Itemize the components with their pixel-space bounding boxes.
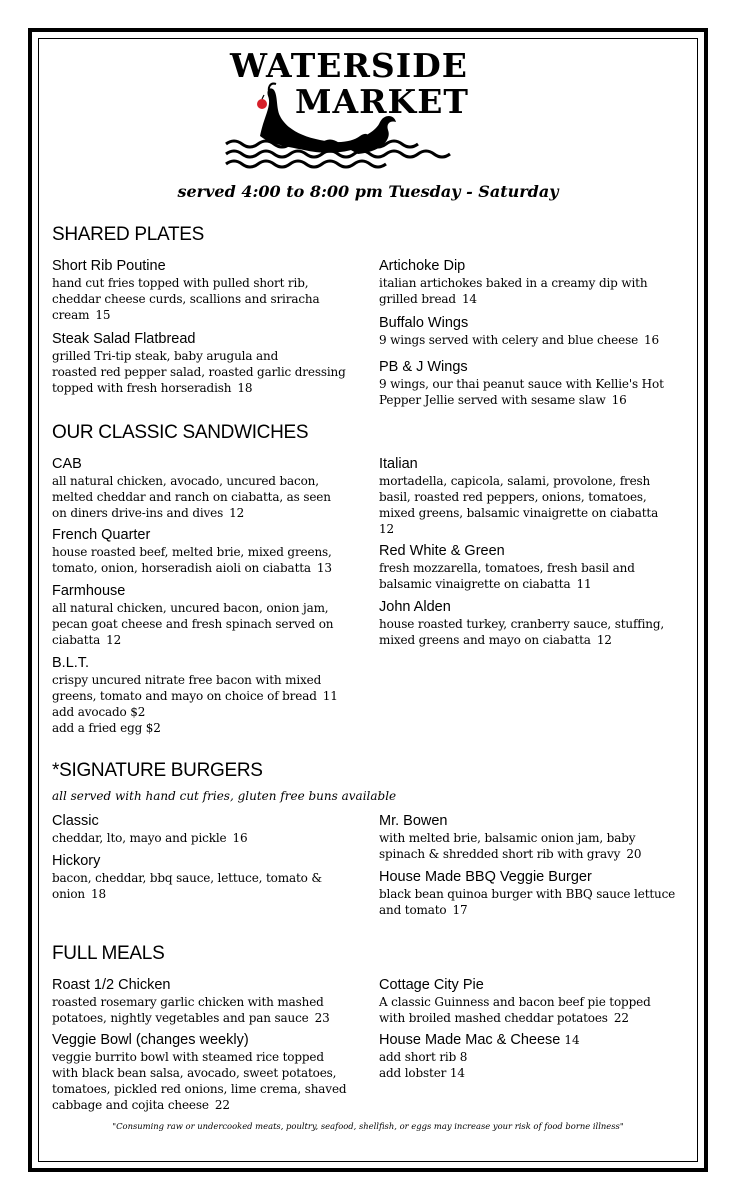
item-description: bacon, cheddar, bbq sauce, lettuce, tomato & onion 18: [52, 871, 322, 901]
apple-icon: [257, 99, 267, 109]
menu-item-cottage-city-pie: [379, 977, 699, 1026]
menu-item-john-alden: [379, 599, 699, 648]
item-description: hand cut fries topped with pulled short rib, cheddar cheese curds, scallions and sriracha cream 15: [52, 276, 320, 322]
item-description: black bean quinoa burger with BBQ sauce lettuce and tomato 17: [379, 887, 676, 917]
item-name: Steak Salad Flatbread: [52, 331, 196, 347]
item-price: 14: [564, 1033, 580, 1047]
menu-item-roast-chicken: [52, 977, 372, 1026]
item-description: italian artichokes baked in a creamy dip with grilled bread 14: [379, 276, 648, 306]
menu-item-hickory: [52, 853, 372, 902]
menu-item-short-rib-poutine: [52, 258, 372, 323]
item-description: A classic Guinness and bacon beef pie topped with broiled mashed cheddar potatoes 22: [379, 995, 651, 1025]
item-price: 16: [232, 831, 248, 845]
item-extra: add short rib 8: [379, 1050, 468, 1064]
item-description: 9 wings, our thai peanut sauce with Kellie's Hot Pepper Jellie served with sesame slaw 16: [379, 377, 664, 407]
section-title-full-meals: FULL MEALS: [52, 943, 165, 964]
item-price: 14: [461, 292, 477, 306]
menu-item-italian: [379, 456, 699, 537]
item-name: House Made BBQ Veggie Burger: [379, 869, 592, 885]
item-description: 9 wings served with celery and blue cheese 16: [379, 333, 660, 347]
item-name: PB & J Wings: [379, 359, 468, 375]
item-name: Artichoke Dip: [379, 258, 466, 274]
item-description: house roasted beef, melted brie, mixed greens, tomato, onion, horseradish aioli on ciabatta 13: [52, 545, 332, 575]
item-extra: add a fried egg $2: [52, 721, 161, 735]
item-name: Italian: [379, 456, 418, 472]
item-name: Veggie Bowl (changes weekly): [52, 1032, 249, 1048]
item-price: 23: [314, 1011, 330, 1025]
item-price: 18: [237, 381, 253, 395]
item-price: 15: [95, 308, 111, 322]
item-price: 16: [611, 393, 627, 407]
menu-item-cab: [52, 456, 372, 521]
item-name: Cottage City Pie: [379, 977, 484, 993]
menu-item-buffalo-wings: [379, 315, 699, 348]
item-description: crispy uncured nitrate free bacon with mixed greens, tomato and mayo on choice of bread 11 add avocado $2 add a fried egg $2: [52, 672, 372, 736]
section-note-burgers: all served with hand cut fries, gluten free buns available: [52, 789, 397, 803]
item-description: mortadella, capicola, salami, provolone, fresh basil, roasted red peppers, onions, tomatoes, mixed greens, balsamic vinaigrette on ciabatta 12: [379, 473, 699, 537]
menu-item-french-quarter: [52, 527, 372, 576]
item-price: 12: [106, 633, 122, 647]
menu-item-mac-and-cheese: [379, 1032, 699, 1081]
item-description: all natural chicken, avocado, uncured bacon, melted cheddar and ranch on ciabatta, as seen on diners drive-ins and dives 12: [52, 474, 331, 520]
section-title-classic-sandwiches: OUR CLASSIC SANDWICHES: [52, 422, 309, 443]
item-name: Short Rib Poutine: [52, 258, 166, 274]
menu-item-red-white-green: [379, 543, 699, 592]
item-price: 13: [316, 561, 332, 575]
item-name: Hickory: [52, 853, 101, 869]
item-description: roasted rosemary garlic chicken with mashed potatoes, nightly vegetables and pan sauce 23: [52, 995, 330, 1025]
item-price: 16: [644, 333, 660, 347]
food-safety-disclaimer: "Consuming raw or undercooked meats, poultry, seafood, shellfish, or eggs may increase your risk of food borne illness": [112, 1121, 624, 1131]
item-price: 12: [596, 633, 612, 647]
item-name: Farmhouse: [52, 583, 126, 599]
item-name: House Made Mac & Cheese 14: [379, 1032, 580, 1048]
item-extra: add lobster 14: [379, 1066, 465, 1080]
item-name: Roast 1/2 Chicken: [52, 977, 171, 993]
item-price: 12: [229, 506, 245, 520]
item-price: 22: [214, 1098, 230, 1112]
menu-item-blt: [52, 655, 372, 736]
item-description: [379, 1049, 699, 1081]
item-description: cheddar, lto, mayo and pickle 16: [52, 831, 248, 845]
menu-item-steak-salad-flatbread: [52, 331, 372, 396]
item-price: 12: [379, 522, 394, 536]
menu-item-veggie-bowl: [52, 1032, 372, 1113]
logo-line-1: WATERSIDE: [230, 46, 468, 85]
item-name: B.L.T.: [52, 655, 90, 671]
menu-item-bbq-veggie-burger: [379, 869, 699, 918]
section-title-signature-burgers: *SIGNATURE BURGERS: [52, 760, 263, 781]
menu-item-classic: [52, 813, 372, 846]
item-description: with melted brie, balsamic onion jam, baby spinach & shredded short rib with gravy 20: [379, 831, 642, 861]
item-name: French Quarter: [52, 527, 151, 543]
item-description: all natural chicken, uncured bacon, onion jam, pecan goat cheese and fresh spinach served on ciabatta 12: [52, 601, 334, 647]
item-price: 11: [322, 689, 338, 703]
restaurant-logo: [220, 44, 520, 174]
item-name: Buffalo Wings: [379, 315, 469, 331]
item-name: CAB: [52, 456, 82, 472]
service-hours: served 4:00 to 8:00 pm Tuesday - Saturday: [177, 182, 559, 201]
item-name: Red White & Green: [379, 543, 505, 559]
item-price: 20: [626, 847, 642, 861]
logo-line-2: MARKET: [295, 82, 469, 121]
section-title-shared-plates: SHARED PLATES: [52, 224, 205, 245]
menu-item-farmhouse: [52, 583, 372, 648]
item-description: veggie burrito bowl with steamed rice topped with black bean salsa, avocado, sweet potatoes, tomatoes, pickled red onions, lime crema, shaved cabbage and cojita cheese 22: [52, 1050, 347, 1112]
item-name: John Alden: [379, 599, 451, 615]
item-price: 11: [576, 577, 592, 591]
item-extra: add avocado $2: [52, 705, 146, 719]
item-name: Classic: [52, 813, 99, 829]
item-description: house roasted turkey, cranberry sauce, stuffing, mixed greens and mayo on ciabatta 12: [379, 617, 665, 647]
menu-item-pbj-wings: [379, 359, 699, 408]
item-price: 22: [613, 1011, 629, 1025]
menu-item-artichoke-dip: [379, 258, 699, 307]
item-price: 17: [452, 903, 468, 917]
item-description: grilled Tri-tip steak, baby arugula and roasted red pepper salad, roasted garlic dressing topped with fresh horseradish 18: [52, 349, 346, 395]
mermaid-wave-icon: [220, 44, 520, 174]
menu-item-mr-bowen: [379, 813, 699, 862]
item-name: Mr. Bowen: [379, 813, 448, 829]
item-description: fresh mozzarella, tomatoes, fresh basil and balsamic vinaigrette on ciabatta 11: [379, 561, 635, 591]
item-price: 18: [91, 887, 106, 901]
